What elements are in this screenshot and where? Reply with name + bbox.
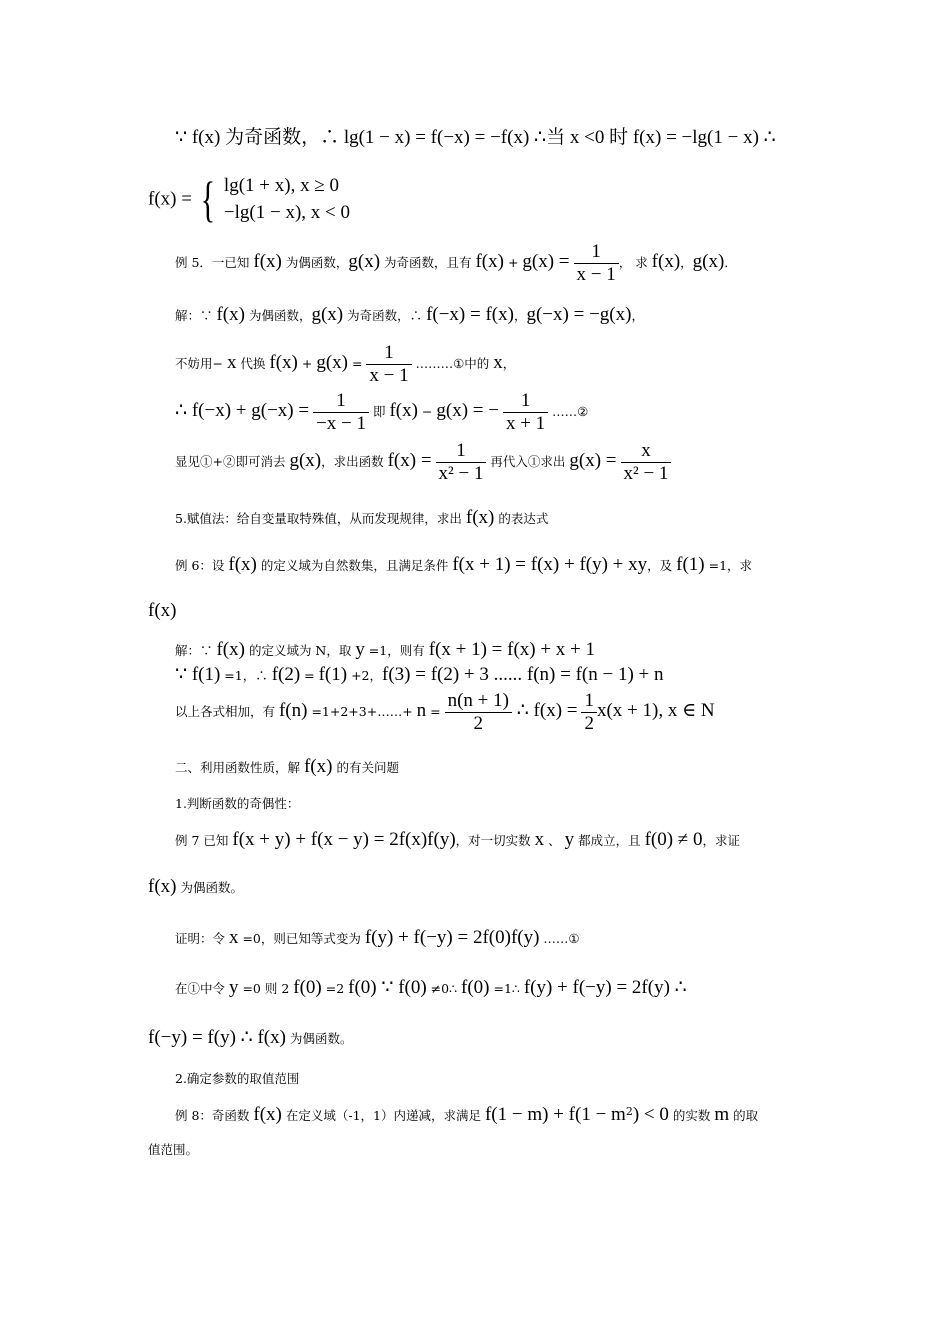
numerator: 1 <box>313 390 369 413</box>
math: x <box>228 927 239 948</box>
text: 1.判断函数的奇偶性： <box>175 796 300 811</box>
example-6-statement <box>175 555 752 574</box>
text: ，求证 <box>702 833 740 848</box>
math: g(x) <box>289 450 322 471</box>
math: f(y) + f(−y) = 2f(y) ∴ <box>523 977 687 998</box>
solution-6-line-1 <box>175 640 595 659</box>
numerator: x <box>621 440 672 463</box>
math: n <box>416 700 427 721</box>
math: y <box>228 977 239 998</box>
proof-7-line-2 <box>175 978 687 997</box>
text: ， <box>513 308 527 323</box>
text: = <box>300 668 319 683</box>
solution-5-line-1 <box>175 305 644 324</box>
text: 为偶函数。 <box>176 880 243 895</box>
math: f(x) <box>228 554 257 575</box>
math: f(0) <box>461 977 490 998</box>
brace-symbol: { <box>200 171 216 227</box>
text: 例 7 已知 <box>175 833 233 848</box>
text: 2.确定参数的取值范围 <box>175 1071 300 1086</box>
math: ∴ f(−x) + g(−x) = <box>175 400 310 421</box>
math: g(x) <box>348 251 381 272</box>
subsection-1-heading <box>175 798 299 811</box>
math: f(0) <box>293 977 322 998</box>
math: g(−x) = −g(x) <box>526 304 632 325</box>
text: 、 <box>544 833 565 848</box>
text: 都成立，且 <box>574 833 645 848</box>
math: f(x) <box>303 756 333 777</box>
solution-6-line-3 <box>175 690 715 735</box>
math: f(x + y) + f(x − y) = 2f(x)f(y) <box>232 829 456 850</box>
text: 例 5．一已知 <box>175 255 254 270</box>
text: 在定义域（-1，1）内递减，求满足 <box>281 1108 485 1123</box>
text: 的有关问题 <box>332 760 399 775</box>
numerator: 1 <box>436 440 487 463</box>
math: x <box>226 352 237 373</box>
text: = <box>426 704 445 719</box>
text: =0，则已知等式变为 <box>238 931 365 946</box>
math: ∵ f(1) <box>175 664 221 685</box>
text: =1∴ <box>489 981 524 996</box>
fraction <box>621 440 672 485</box>
exponent: 2 <box>625 1104 633 1118</box>
math: f(1 − m) + f(1 − m <box>484 1104 626 1125</box>
example-8-statement <box>175 1105 758 1124</box>
case-1: lg(1 + x), x ≥ 0 <box>223 175 339 196</box>
text: 为偶函数。 <box>285 1031 353 1046</box>
solution-5-line-4 <box>175 440 671 485</box>
text: 再代入①求出 <box>486 454 570 469</box>
denominator: x − 1 <box>369 365 409 386</box>
denominator: x + 1 <box>505 413 546 434</box>
solution-5-line-3 <box>175 390 588 435</box>
math: f(x) <box>465 507 495 528</box>
subsection-2-heading <box>175 1073 299 1086</box>
text: 解：∵ <box>175 308 217 323</box>
text: =1，则有 <box>364 643 429 658</box>
math: g(x) <box>316 352 348 373</box>
math: f(y) + f(−y) = 2f(0)f(y) <box>364 927 540 948</box>
math: y <box>564 829 575 850</box>
text: 的实数 <box>668 1108 715 1123</box>
text: 代换 <box>236 356 270 371</box>
text: ………①中的 <box>411 356 494 371</box>
text: ……① <box>539 931 580 946</box>
text: 解：∵ <box>175 643 217 658</box>
math: g(x) = <box>569 450 617 471</box>
math: f(x) <box>253 251 282 272</box>
denominator: x² − 1 <box>438 463 484 484</box>
line-1-text: ∵ f(x) 为奇函数，∴ lg(1 − x) = f(−x) = −f(x) ∴当 x <0 时 f(x) = −lg(1 − x) ∴ <box>175 127 776 148</box>
text: ， <box>631 308 644 323</box>
math: g(x) = − <box>436 400 499 421</box>
denominator: x − 1 <box>576 264 616 285</box>
text: 为奇函数，且有 <box>380 255 476 270</box>
text: 证明：令 <box>175 931 229 946</box>
math: x <box>534 829 545 850</box>
text: 显见①+②即可消去 <box>175 454 290 469</box>
math: f(2) <box>271 664 301 685</box>
math: f(x) <box>389 400 418 421</box>
text: 为偶函数， <box>281 255 349 270</box>
fraction <box>503 390 548 435</box>
text: 为偶函数， <box>244 308 312 323</box>
section-2-heading <box>175 757 399 776</box>
math: m <box>714 1104 730 1125</box>
math: f(x + 1) = f(x) + f(y) + xy <box>452 554 648 575</box>
example-8-continued <box>148 1144 198 1157</box>
text: =1，求 <box>704 558 753 573</box>
numerator: 1 <box>574 241 619 264</box>
fraction <box>581 690 597 735</box>
case-2: −lg(1 − x), x < 0 <box>223 202 351 223</box>
text: ， <box>502 356 516 371</box>
math: x(x + 1), x ∈ N <box>596 700 715 721</box>
solution-5-line-2 <box>175 342 515 387</box>
math: f(−y) = f(y) ∴ f(x) <box>148 1027 286 1048</box>
text: ，对一切实数 <box>455 833 535 848</box>
text: 以上各式相加，有 <box>175 704 279 719</box>
numerator: 1 <box>366 342 411 365</box>
text: + <box>297 356 317 371</box>
text: − <box>417 404 437 419</box>
math: f(−x) = f(x) <box>426 304 514 325</box>
text: ，求出函数 <box>321 454 388 469</box>
text: 值范围。 <box>148 1142 199 1157</box>
math: f(1) <box>676 554 705 575</box>
math: x <box>493 352 503 373</box>
text: 为奇函数，∴ <box>343 308 427 323</box>
line-1 <box>175 128 776 147</box>
text: 例 8：奇函数 <box>175 1108 254 1123</box>
text: =1+2+3+……+ <box>307 704 417 719</box>
math: g(x) = <box>522 251 570 272</box>
text: 二、利用函数性质，解 <box>175 760 304 775</box>
math: f(x) <box>216 304 245 325</box>
text: 的取 <box>729 1108 759 1123</box>
fraction <box>436 440 487 485</box>
text: 例 6：设 <box>175 558 229 573</box>
math: f(x) <box>475 251 504 272</box>
text: 在①中令 <box>175 981 229 996</box>
text: =2 <box>321 981 349 996</box>
solution-6-line-2 <box>175 665 664 684</box>
proof-7-line-3 <box>148 1028 352 1047</box>
text: = <box>347 356 367 371</box>
text: 5.赋值法：给自变量取特殊值，从而发现规律，求出 <box>175 511 466 526</box>
text: 的定义域为自然数集，且满足条件 <box>256 558 453 573</box>
math: ) < 0 <box>632 1104 669 1125</box>
denominator: 2 <box>473 713 484 734</box>
example-7-statement <box>175 830 740 849</box>
text: +2， <box>347 668 382 683</box>
numerator: n(n + 1) <box>445 690 512 713</box>
method-5-heading <box>175 508 548 527</box>
text: 即 <box>369 404 390 419</box>
proof-7-line-1 <box>175 928 580 947</box>
fraction <box>445 690 512 735</box>
text: ≠0∴ <box>426 981 462 996</box>
piecewise-cases <box>224 172 350 226</box>
math: f(0) ∵ f(0) <box>348 977 427 998</box>
fraction <box>574 241 619 286</box>
example-7-continued <box>148 877 243 896</box>
piecewise-lhs: f(x) = <box>148 188 192 210</box>
text: ． <box>724 255 737 270</box>
text: 不妨用− <box>175 356 227 371</box>
math: f(x) = <box>387 450 432 471</box>
text: ， <box>680 255 693 270</box>
math: f(x) <box>253 1104 282 1125</box>
math: f(n) <box>278 700 308 721</box>
denominator: −x − 1 <box>316 413 367 434</box>
math: f(x) <box>269 352 298 373</box>
text: =0 则 2 <box>238 981 294 996</box>
text: 的表达式 <box>494 511 549 526</box>
math: f(x + 1) = f(x) + x + 1 <box>428 639 596 660</box>
fraction <box>313 390 369 435</box>
example-5-statement <box>175 241 737 286</box>
math: f(0) ≠ 0 <box>644 829 703 850</box>
numerator: 1 <box>503 390 548 413</box>
text: =1，∴ <box>220 668 272 683</box>
text: ，及 <box>647 558 677 573</box>
math: f(x) <box>651 251 681 272</box>
denominator: x² − 1 <box>623 463 669 484</box>
math: f(1) <box>318 664 348 685</box>
math: g(x) <box>692 251 725 272</box>
text: 的定义域为 N，取 <box>244 643 356 658</box>
piecewise-definition <box>148 172 350 226</box>
text: ……② <box>548 404 589 419</box>
numerator: 1 <box>581 690 597 713</box>
example-6-continued <box>148 601 176 620</box>
math: f(x) <box>216 639 245 660</box>
math: f(3) = f(2) + 3 ...... f(n) = f(n − 1) + n <box>382 664 664 685</box>
math: y <box>355 639 365 660</box>
denominator: 2 <box>584 713 594 734</box>
text: + <box>503 255 523 270</box>
math: f(x) <box>148 876 177 897</box>
text: ， 求 <box>618 255 652 270</box>
math: g(x) <box>311 304 344 325</box>
fraction <box>366 342 411 387</box>
math: f(x) <box>148 600 177 621</box>
math: ∴ f(x) = <box>511 700 578 721</box>
